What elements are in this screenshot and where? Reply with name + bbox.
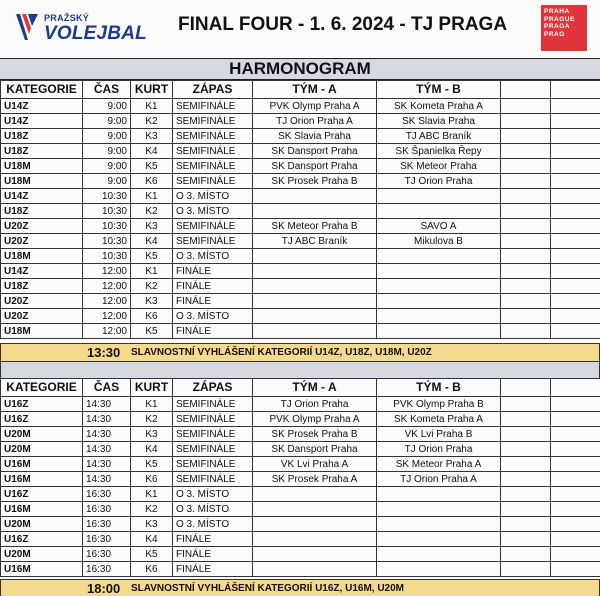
category-cell: U20Z — [1, 219, 83, 234]
match-cell: SEMIFINÁLE — [173, 442, 253, 457]
blank-cell — [501, 457, 551, 472]
team-b-cell — [377, 294, 501, 309]
praha-logo-line: PRAGA — [544, 23, 570, 31]
column-header-kategorie: KATEGORIE — [1, 379, 83, 397]
schedule-table-morning — [0, 80, 600, 339]
category-cell: U20M — [1, 547, 83, 562]
column-header-tym-b: TÝM - B — [377, 81, 501, 99]
prazsky-volejbal-logo — [14, 10, 147, 46]
column-header-blank — [501, 379, 551, 397]
blank-cell — [501, 99, 551, 114]
blank-cell — [551, 189, 600, 204]
court-cell: K2 — [131, 204, 173, 219]
category-cell: U18Z — [1, 129, 83, 144]
court-cell: K3 — [131, 427, 173, 442]
blank-cell — [551, 309, 600, 324]
ceremony-banner-1 — [0, 343, 600, 362]
blank-cell — [551, 457, 600, 472]
team-b-cell: SK Kometa Praha A — [377, 412, 501, 427]
column-header-kategorie: KATEGORIE — [1, 81, 83, 99]
blank-cell — [501, 547, 551, 562]
blank-cell — [501, 397, 551, 412]
team-a-cell: SK Prosek Praha B — [253, 174, 377, 189]
court-cell: K2 — [131, 412, 173, 427]
team-b-cell — [377, 562, 501, 577]
blank-cell — [501, 249, 551, 264]
category-cell: U18Z — [1, 279, 83, 294]
blank-cell — [501, 324, 551, 339]
court-cell: K1 — [131, 264, 173, 279]
category-cell: U18M — [1, 174, 83, 189]
page-title: FINAL FOUR - 1. 6. 2024 - TJ PRAGA — [178, 14, 508, 35]
category-cell: U18M — [1, 159, 83, 174]
team-b-cell: SK Španielka Řepy — [377, 144, 501, 159]
match-cell: O 3. MÍSTO — [173, 309, 253, 324]
blank-cell — [551, 264, 600, 279]
table-header-row — [1, 379, 600, 397]
logo-big-text: VOLEJBAL — [44, 23, 147, 44]
category-cell: U18M — [1, 324, 83, 339]
table-row — [1, 204, 600, 219]
team-b-cell — [377, 264, 501, 279]
team-a-cell: TJ Orion Praha — [253, 397, 377, 412]
team-a-cell — [253, 532, 377, 547]
blank-cell — [501, 294, 551, 309]
blank-cell — [551, 129, 600, 144]
time-cell: 12:00 — [83, 309, 131, 324]
blank-cell — [501, 219, 551, 234]
category-cell: U16M — [1, 502, 83, 517]
logo-small-text: PRAŽSKÝ — [44, 13, 90, 23]
table-row — [1, 517, 600, 532]
table-row — [1, 234, 600, 249]
section-divider — [0, 362, 600, 378]
category-cell: U14Z — [1, 114, 83, 129]
match-cell: O 3. MÍSTO — [173, 204, 253, 219]
team-b-cell: PVK Olymp Praha B — [377, 397, 501, 412]
praha-logo-line: PRAGUE — [544, 15, 575, 23]
time-cell: 16:30 — [83, 562, 131, 577]
match-cell: SEMIFINÁLE — [173, 472, 253, 487]
ceremony-time: 13:30 — [87, 345, 121, 360]
team-a-cell: SK Prosek Praha A — [253, 472, 377, 487]
match-cell: O 3. MÍSTO — [173, 249, 253, 264]
category-cell: U20Z — [1, 309, 83, 324]
blank-cell — [501, 472, 551, 487]
table-row — [1, 442, 600, 457]
time-cell: 9:00 — [83, 159, 131, 174]
court-cell: K5 — [131, 457, 173, 472]
court-cell: K6 — [131, 174, 173, 189]
column-header-blank — [551, 81, 600, 99]
blank-cell — [551, 279, 600, 294]
page-header — [0, 0, 600, 58]
category-cell: U16Z — [1, 532, 83, 547]
team-a-cell — [253, 279, 377, 294]
time-cell: 9:00 — [83, 114, 131, 129]
time-cell: 9:00 — [83, 99, 131, 114]
match-cell: SEMIFINÁLE — [173, 114, 253, 129]
team-b-cell — [377, 324, 501, 339]
table-row — [1, 502, 600, 517]
blank-cell — [551, 159, 600, 174]
section-title: HARMONOGRAM — [0, 58, 600, 80]
blank-cell — [551, 99, 600, 114]
match-cell: SEMIFINÁLE — [173, 174, 253, 189]
table-row — [1, 114, 600, 129]
team-b-cell: TJ Orion Praha A — [377, 472, 501, 487]
team-b-cell — [377, 502, 501, 517]
team-b-cell — [377, 204, 501, 219]
team-a-cell — [253, 562, 377, 577]
team-a-cell — [253, 249, 377, 264]
blank-cell — [551, 487, 600, 502]
column-header-cas: ČAS — [83, 379, 131, 397]
match-cell: SEMIFINÁLE — [173, 427, 253, 442]
team-a-cell: TJ Orion Praha A — [253, 114, 377, 129]
match-cell: SEMIFINÁLE — [173, 457, 253, 472]
team-b-cell: VK Lvi Praha B — [377, 427, 501, 442]
match-cell: FINÁLE — [173, 279, 253, 294]
blank-cell — [501, 532, 551, 547]
blank-cell — [551, 502, 600, 517]
time-cell: 10:30 — [83, 204, 131, 219]
court-cell: K4 — [131, 144, 173, 159]
category-cell: U16Z — [1, 487, 83, 502]
time-cell: 9:00 — [83, 144, 131, 159]
category-cell: U18Z — [1, 204, 83, 219]
time-cell: 9:00 — [83, 129, 131, 144]
table-row — [1, 249, 600, 264]
blank-cell — [551, 442, 600, 457]
blank-cell — [501, 442, 551, 457]
column-header-tym-a: TÝM - A — [253, 81, 377, 99]
praha-logo — [541, 5, 587, 51]
blank-cell — [501, 189, 551, 204]
team-b-cell: SK Kometa Praha A — [377, 99, 501, 114]
blank-cell — [501, 487, 551, 502]
blank-cell — [501, 129, 551, 144]
table-row — [1, 144, 600, 159]
column-header-blank — [551, 379, 600, 397]
table-row — [1, 174, 600, 189]
blank-cell — [551, 234, 600, 249]
match-cell: FINÁLE — [173, 324, 253, 339]
blank-cell — [551, 532, 600, 547]
match-cell: O 3. MÍSTO — [173, 487, 253, 502]
category-cell: U14Z — [1, 189, 83, 204]
blank-cell — [551, 324, 600, 339]
category-cell: U18M — [1, 249, 83, 264]
category-cell: U14Z — [1, 99, 83, 114]
team-a-cell — [253, 517, 377, 532]
time-cell: 10:30 — [83, 219, 131, 234]
time-cell: 9:00 — [83, 174, 131, 189]
category-cell: U20Z — [1, 294, 83, 309]
team-a-cell: TJ ABC Braník — [253, 234, 377, 249]
court-cell: K2 — [131, 114, 173, 129]
match-cell: FINÁLE — [173, 562, 253, 577]
column-header-zapas: ZÁPAS — [173, 379, 253, 397]
match-cell: FINÁLE — [173, 532, 253, 547]
category-cell: U16M — [1, 472, 83, 487]
blank-cell — [551, 204, 600, 219]
table-header-row — [1, 81, 600, 99]
time-cell: 16:30 — [83, 517, 131, 532]
category-cell: U16Z — [1, 397, 83, 412]
table-row — [1, 279, 600, 294]
court-cell: K4 — [131, 442, 173, 457]
team-b-cell — [377, 279, 501, 294]
time-cell: 12:00 — [83, 279, 131, 294]
table-row — [1, 562, 600, 577]
court-cell: K5 — [131, 159, 173, 174]
column-header-cas: ČAS — [83, 81, 131, 99]
time-cell: 16:30 — [83, 547, 131, 562]
team-b-cell — [377, 309, 501, 324]
category-cell: U16M — [1, 457, 83, 472]
time-cell: 14:30 — [83, 397, 131, 412]
court-cell: K6 — [131, 562, 173, 577]
team-a-cell: PVK Olymp Praha A — [253, 412, 377, 427]
court-cell: K4 — [131, 234, 173, 249]
category-cell: U20Z — [1, 234, 83, 249]
team-a-cell — [253, 502, 377, 517]
court-cell: K3 — [131, 517, 173, 532]
blank-cell — [501, 309, 551, 324]
match-cell: SEMIFINÁLE — [173, 219, 253, 234]
category-cell: U14Z — [1, 264, 83, 279]
blank-cell — [501, 114, 551, 129]
match-cell: SEMIFINÁLE — [173, 412, 253, 427]
team-b-cell — [377, 487, 501, 502]
match-cell: SEMIFINÁLE — [173, 129, 253, 144]
team-b-cell: TJ Orion Praha — [377, 174, 501, 189]
court-cell: K3 — [131, 129, 173, 144]
court-cell: K1 — [131, 487, 173, 502]
table-row — [1, 487, 600, 502]
match-cell: O 3. MÍSTO — [173, 517, 253, 532]
time-cell: 10:30 — [83, 189, 131, 204]
team-a-cell: SK Dansport Praha — [253, 159, 377, 174]
table-row — [1, 294, 600, 309]
team-b-cell — [377, 249, 501, 264]
column-header-blank — [501, 81, 551, 99]
court-cell: K2 — [131, 502, 173, 517]
table-row — [1, 457, 600, 472]
table-row — [1, 532, 600, 547]
blank-cell — [551, 249, 600, 264]
team-b-cell: SK Meteor Praha A — [377, 457, 501, 472]
match-cell: FINÁLE — [173, 294, 253, 309]
court-cell: K1 — [131, 397, 173, 412]
team-a-cell: SK Slavia Praha — [253, 129, 377, 144]
team-b-cell — [377, 547, 501, 562]
blank-cell — [551, 517, 600, 532]
team-b-cell — [377, 532, 501, 547]
table-row — [1, 99, 600, 114]
blank-cell — [501, 517, 551, 532]
match-cell: SEMIFINÁLE — [173, 144, 253, 159]
category-cell: U16Z — [1, 412, 83, 427]
match-cell: FINÁLE — [173, 264, 253, 279]
table-row — [1, 472, 600, 487]
table-row — [1, 412, 600, 427]
volleyball-logo-icon — [14, 10, 40, 44]
blank-cell — [551, 144, 600, 159]
category-cell: U20M — [1, 517, 83, 532]
blank-cell — [501, 204, 551, 219]
team-a-cell — [253, 487, 377, 502]
column-header-kurt: KURT — [131, 81, 173, 99]
blank-cell — [551, 294, 600, 309]
match-cell: SEMIFINÁLE — [173, 234, 253, 249]
team-a-cell — [253, 309, 377, 324]
column-header-tym-a: TÝM - A — [253, 379, 377, 397]
time-cell: 10:30 — [83, 234, 131, 249]
blank-cell — [551, 219, 600, 234]
team-b-cell — [377, 517, 501, 532]
blank-cell — [551, 427, 600, 442]
team-a-cell — [253, 264, 377, 279]
table-row — [1, 397, 600, 412]
column-header-kurt: KURT — [131, 379, 173, 397]
time-cell: 16:30 — [83, 487, 131, 502]
match-cell: SEMIFINÁLE — [173, 99, 253, 114]
category-cell: U20M — [1, 427, 83, 442]
blank-cell — [551, 114, 600, 129]
table-row — [1, 324, 600, 339]
time-cell: 12:00 — [83, 264, 131, 279]
court-cell: K3 — [131, 219, 173, 234]
team-b-cell: SAVO A — [377, 219, 501, 234]
category-cell: U18Z — [1, 144, 83, 159]
team-a-cell: VK Lvi Praha A — [253, 457, 377, 472]
team-b-cell — [377, 189, 501, 204]
blank-cell — [551, 547, 600, 562]
time-cell: 10:30 — [83, 249, 131, 264]
court-cell: K2 — [131, 279, 173, 294]
table-row — [1, 129, 600, 144]
blank-cell — [551, 472, 600, 487]
court-cell: K6 — [131, 309, 173, 324]
team-a-cell — [253, 294, 377, 309]
table-row — [1, 547, 600, 562]
time-cell: 12:00 — [83, 294, 131, 309]
praha-logo-line: PRAHA — [544, 8, 570, 15]
blank-cell — [501, 174, 551, 189]
team-b-cell: SK Slavia Praha — [377, 114, 501, 129]
blank-cell — [551, 412, 600, 427]
table-row — [1, 159, 600, 174]
match-cell: O 3. MÍSTO — [173, 189, 253, 204]
blank-cell — [501, 264, 551, 279]
column-header-tym-b: TÝM - B — [377, 379, 501, 397]
blank-cell — [501, 234, 551, 249]
match-cell: FINÁLE — [173, 547, 253, 562]
court-cell: K5 — [131, 547, 173, 562]
time-cell: 14:30 — [83, 427, 131, 442]
time-cell: 14:30 — [83, 442, 131, 457]
court-cell: K5 — [131, 324, 173, 339]
time-cell: 16:30 — [83, 532, 131, 547]
blank-cell — [501, 412, 551, 427]
blank-cell — [501, 562, 551, 577]
blank-cell — [501, 159, 551, 174]
table-row — [1, 189, 600, 204]
blank-cell — [551, 174, 600, 189]
match-cell: SEMIFINÁLE — [173, 397, 253, 412]
court-cell: K6 — [131, 472, 173, 487]
category-cell: U16M — [1, 562, 83, 577]
team-a-cell: SK Prosek Praha B — [253, 427, 377, 442]
blank-cell — [501, 279, 551, 294]
ceremony-text: SLAVNOSTNÍ VYHLÁŠENÍ KATEGORIÍ U14Z, U18Z, U18M, U20Z — [131, 347, 432, 358]
team-b-cell: SK Meteor Praha — [377, 159, 501, 174]
court-cell: K1 — [131, 99, 173, 114]
court-cell: K3 — [131, 294, 173, 309]
schedule-table-afternoon — [0, 378, 600, 577]
court-cell: K4 — [131, 532, 173, 547]
team-a-cell: SK Meteor Praha B — [253, 219, 377, 234]
team-b-cell: TJ ABC Braník — [377, 129, 501, 144]
team-a-cell: SK Dansport Praha — [253, 144, 377, 159]
team-b-cell: TJ Orion Praha — [377, 442, 501, 457]
ceremony-time: 18:00 — [87, 581, 121, 596]
match-cell: O 3. MÍSTO — [173, 502, 253, 517]
table-row — [1, 264, 600, 279]
ceremony-text: SLAVNOSTNÍ VYHLÁŠENÍ KATEGORIÍ U16Z, U16M, U20M — [131, 583, 405, 594]
blank-cell — [501, 427, 551, 442]
category-cell: U20M — [1, 442, 83, 457]
court-cell: K5 — [131, 249, 173, 264]
team-a-cell — [253, 324, 377, 339]
time-cell: 16:30 — [83, 502, 131, 517]
blank-cell — [501, 502, 551, 517]
match-cell: SEMIFINÁLE — [173, 159, 253, 174]
table-row — [1, 219, 600, 234]
time-cell: 14:30 — [83, 457, 131, 472]
blank-cell — [551, 562, 600, 577]
team-a-cell: SK Dansport Praha — [253, 442, 377, 457]
blank-cell — [501, 144, 551, 159]
table-row — [1, 309, 600, 324]
time-cell: 14:30 — [83, 412, 131, 427]
time-cell: 12:00 — [83, 324, 131, 339]
team-a-cell: PVK Olymp Praha A — [253, 99, 377, 114]
team-a-cell — [253, 547, 377, 562]
team-a-cell — [253, 189, 377, 204]
blank-cell — [551, 397, 600, 412]
time-cell: 14:30 — [83, 472, 131, 487]
ceremony-banner-2 — [0, 579, 600, 596]
table-row — [1, 427, 600, 442]
team-b-cell: Mikulova B — [377, 234, 501, 249]
team-a-cell — [253, 204, 377, 219]
court-cell: K1 — [131, 189, 173, 204]
praha-logo-line: PRAG — [544, 30, 565, 38]
column-header-zapas: ZÁPAS — [173, 81, 253, 99]
